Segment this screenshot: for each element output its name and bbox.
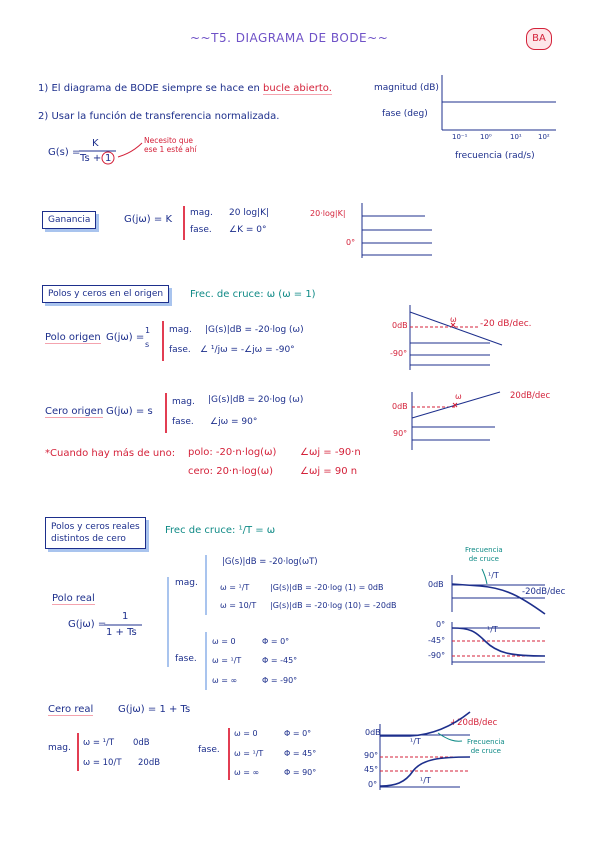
polo-origen-mag-label: mag. [169,325,192,335]
cero-origen-mag-value: |G(s)|dB = 20·log (ω) [208,395,304,405]
graph-tick-4: 10² [538,133,550,141]
ganancia-fase-value: ∠K = 0° [229,225,267,235]
ganancia-mag-value: 20 log|K| [229,208,269,218]
graph-ylabel-mag: magnitud (dB) [374,83,439,93]
tf-note: Necesito que ese 1 esté ahí [144,136,197,155]
cero-real-mag-v-1: 0dB [133,738,150,748]
cero-real-gjw: G(jω) = 1 + Ts [118,704,191,715]
cero-real-graph [380,712,470,790]
cero-origen-fase-label: fase. [172,417,194,427]
polo-origen-gjw: G(jω) = [106,332,145,343]
open-loop-highlight: bucle abierto. [263,83,332,94]
cero-real-fase-label: fase. [198,745,220,755]
intro-axes [442,75,556,130]
cero-real-g-1t: ¹/T [410,737,421,746]
multi-note: *Cuando hay más de uno: [45,448,176,459]
intro-line-1-text: 1) El diagrama de BODE siempre se hace en [38,83,260,94]
cero-real-label: Cero real [48,704,94,715]
polo-origen-label: Polo origen [45,332,101,343]
cero-origen-label: Cero origen [45,406,104,417]
ganancia-fase-label: fase. [190,225,212,235]
polo-real-g-45: -45° [428,636,446,645]
cero-real-g-0: 0° [368,780,378,789]
section-ganancia: Ganancia [42,211,96,229]
polo-multi-angle: ∠ωj = -90·n [300,447,361,458]
polo-origen-fase-value: ∠ ¹/jω = -∠jω = -90° [200,345,295,355]
polo-real-row1-v: |G(s)|dB = -20·log (1) = 0dB [270,583,384,592]
polo-real-fase-phi-1: Φ = 0° [262,637,290,646]
section-reales-line-1: Polos y ceros reales [51,522,140,532]
cero-multi-angle: ∠ωj = 90 n [300,466,358,477]
polo-real-mag-label: mag. [175,578,198,588]
page-title: ~~T5. DIAGRAMA DE BODE~~ [190,31,389,45]
graph-tick-2: 10⁰ [480,133,492,141]
polo-real-fase-w-2: ω = ¹/T [212,656,242,665]
section-origen: Polos y ceros en el origen [42,285,169,303]
cero-real-fase-w-2: ω = ¹/T [234,749,264,758]
cero-real-mag-v-2: 20dB [138,758,161,768]
polo-origen-num: 1 [145,326,151,335]
intro-line-2: 2) Usar la función de transferencia normalizada. [38,111,280,122]
polo-real-graph [452,569,545,665]
ganancia-graph [362,203,432,258]
ganancia-graph-top: 20·log|K| [310,209,346,218]
polo-origen-g-phase: -90° [390,349,408,358]
graph-tick-1: 10⁻¹ [452,133,468,141]
cero-real-g-freq-note: Frecuencia de cruce [467,738,505,755]
tf-one-circle [102,152,114,164]
cero-real-mag-w-1: ω = ¹/T [83,738,115,748]
polo-origen-g-0db: 0dB [392,321,408,330]
cero-real-fase-phi-1: Φ = 0° [284,729,312,738]
polo-origen-g-slope: -20 dB/dec. [480,319,532,329]
polo-real-g-0db: 0dB [428,580,444,589]
ganancia-graph-bottom: 0° [346,238,356,247]
cero-real-mag-label: mag. [48,743,71,753]
polo-real-row2-v: |G(s)|dB = -20·log (10) = -20dB [270,601,397,610]
tf-note-arrow [118,143,142,157]
tf-denominator-one: 1 [105,153,112,164]
polo-real-den: 1 + Ts [106,627,137,638]
polo-real-row2-w: ω = 10/T [220,601,257,610]
cero-origen-mag-label: mag. [172,397,195,407]
polo-real-g-freq-note: Frecuencia de cruce [465,546,503,563]
polo-real-row1-w: ω = ¹/T [220,583,250,592]
cero-real-mag-w-2: ω = 10/T [83,758,122,768]
polo-origen-graph [410,305,502,370]
initials-badge: BA [526,28,552,50]
polo-origen-mag-value: |G(s)|dB = -20·log (ω) [205,325,304,335]
cero-origen-graph [412,392,500,450]
cero-origen-g-phase: 90° [393,429,408,438]
cero-real-fase-w-1: ω = 0 [234,729,258,738]
polo-real-g-slope: -20dB/dec [522,587,566,597]
origen-crossover: Frec. de cruce: ω (ω = 1) [190,289,316,300]
cero-origen-fase-value: ∠jω = 90° [210,417,258,427]
cero-real-g-slope: +20dB/dec [450,718,498,728]
polo-multi: polo: -20·n·log(ω) [188,447,277,458]
cero-origen-g-slope: 20dB/dec [510,391,551,401]
polo-real-fase-w-3: ω = ∞ [212,676,238,685]
tf-label: G(s) = [48,147,81,158]
graph-xlabel: frecuencia (rad/s) [455,151,535,161]
polo-real-g-1t-b: ¹/T [487,625,498,634]
cero-real-g-1t-b: ¹/T [420,776,431,785]
polo-real-fase-w-1: ω = 0 [212,637,236,646]
cero-origen-g-0db: 0dB [392,402,408,411]
polo-origen-den: s [145,340,150,349]
cero-real-fase-phi-3: Φ = 90° [284,768,317,777]
polo-real-g-1t: ¹/T [488,571,499,580]
polo-real-gjw: G(jω) = [68,619,107,630]
cero-real-g-0db: 0dB [365,728,381,737]
polo-origen-fase-label: fase. [169,345,191,355]
polo-origen-g-w: ω [450,315,457,324]
graph-ylabel-phase: fase (deg) [382,109,428,119]
polo-real-mag-main: |G(s)|dB = -20·log(ωT) [222,557,318,567]
cero-real-fase-w-3: ω = ∞ [234,768,260,777]
cero-origen-g-w: ω [455,392,462,401]
reales-crossover: Frec de cruce: ¹/T = ω [165,525,276,536]
polo-real-fase-phi-3: Φ = -90° [262,676,298,685]
cero-real-fase-phi-2: Φ = 45° [284,749,317,758]
polo-real-fase-phi-2: Φ = -45° [262,656,298,665]
polo-real-g-0deg: 0° [436,620,446,629]
polo-real-g-90: -90° [428,651,446,660]
section-reales-line-2: distintos de cero [51,534,126,545]
cero-multi: cero: 20·n·log(ω) [188,466,274,477]
cero-real-g-90: 90° [364,751,379,760]
ganancia-gjw: G(jω) = K [124,214,172,225]
tf-denominator: Ts + [80,153,102,164]
cero-real-g-45: 45° [364,765,379,774]
cero-origen-gjw: G(jω) = s [106,406,153,417]
graph-tick-3: 10¹ [510,133,522,141]
polo-real-num: 1 [122,611,129,622]
polo-real-fase-label: fase. [175,654,197,664]
ganancia-mag-label: mag. [190,208,213,218]
polo-real-label: Polo real [52,593,95,604]
tf-numerator: K [92,138,99,149]
